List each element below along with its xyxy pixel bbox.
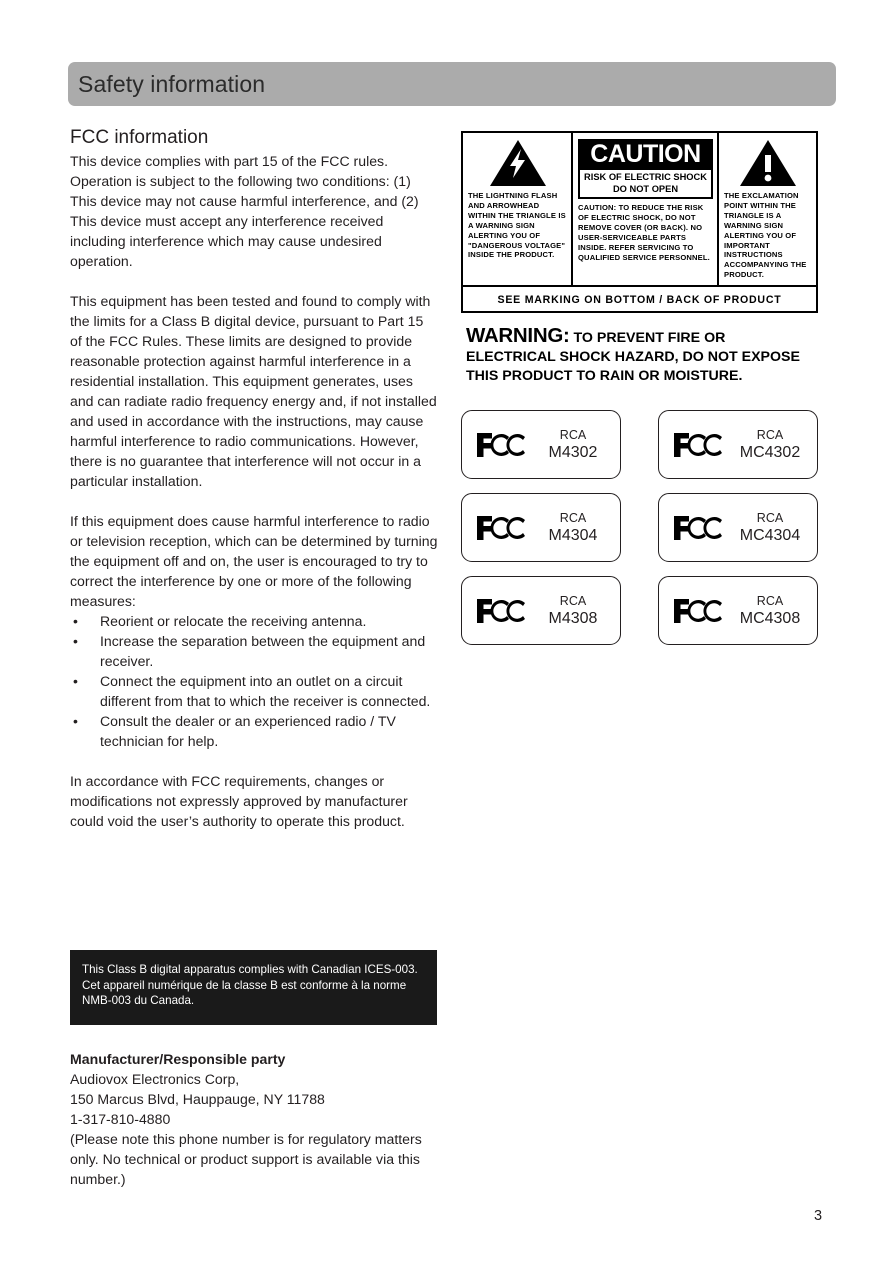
paragraph-spacer — [70, 491, 438, 511]
list-item — [70, 671, 438, 711]
fcc-model-label: MC4308 — [739, 609, 801, 627]
caution-panel-exclamation-text: THE EXCLAMATION POINT WITHIN THE TRIANGLE IS A WARNING SIGN ALERTING YOU OF IMPORTANT INSTRUCTIONS ACCOMPANYING THE PRODUCT. — [724, 191, 807, 280]
list-item — [70, 631, 438, 671]
bullet-icon: • — [73, 613, 78, 629]
exclamation-triangle-icon — [724, 138, 812, 188]
fcc-logo-icon — [474, 430, 530, 460]
section-title-fcc-information: FCC information — [70, 127, 209, 148]
manufacturer-address: 150 Marcus Blvd, Hauppauge, NY 11788 — [70, 1091, 325, 1107]
fcc-model-box — [658, 576, 818, 645]
caution-table-columns — [463, 133, 816, 285]
fcc-brand-label: RCA — [559, 510, 587, 525]
bullet-icon: • — [73, 633, 78, 649]
caution-panel-lightning-text: THE LIGHTNING FLASH AND ARROWHEAD WITHIN THE TRIANGLE IS A WARNING SIGN ALERTING YOU OF "DANGEROUS VOLTAGE" INSIDE THE PRODUCT. — [468, 191, 566, 260]
left-content-column — [70, 126, 438, 831]
caution-panel-center — [573, 133, 719, 285]
ices-notice-french: Cet appareil numérique de la classe B est conforme à la norme NMB-003 du Canada. — [82, 978, 407, 1007]
paragraph-fcc-modifications: In accordance with FCC requirements, changes or modifications not expressly approved by manufacturer could void the user’s authority to operate this product. — [70, 773, 408, 829]
fcc-model-label: M4302 — [548, 443, 598, 461]
list-item — [70, 711, 438, 751]
manufacturer-block — [70, 1049, 450, 1189]
bullet-icon: • — [73, 713, 78, 729]
fcc-model-labels — [727, 593, 817, 629]
caution-panel-lightning — [463, 133, 573, 285]
page-title: Safety information — [78, 70, 266, 97]
fcc-logo-icon — [474, 596, 530, 626]
list-item-label: Connect the equipment into an outlet on a circuit different from that to which the receiver is connected. — [100, 673, 431, 709]
paragraph-spacer — [70, 271, 438, 291]
fcc-model-labels — [530, 427, 620, 463]
caution-warning-table — [461, 131, 818, 313]
fcc-model-label: M4304 — [548, 526, 598, 544]
fcc-model-row — [461, 493, 818, 562]
list-item-label: Consult the dealer or an experienced radio / TV technician for help. — [100, 713, 396, 749]
fcc-brand-label: RCA — [756, 593, 784, 608]
warning-block — [466, 326, 818, 386]
paragraph-fcc-compliance: This device complies with part 15 of the FCC rules. Operation is subject to the following two conditions: (1) This device may not cause harmful interference, and (2) This device must accept any interference received including interference which may cause undesired operation. — [70, 153, 419, 269]
list-item-label: Reorient or relocate the receiving antenna. — [100, 613, 367, 629]
warning-line-1 — [466, 326, 818, 348]
fcc-logo-icon — [474, 513, 530, 543]
canadian-ices-notice-box — [70, 950, 437, 1025]
paragraph-spacer — [70, 751, 438, 771]
fcc-model-row — [461, 410, 818, 479]
fcc-brand-label: RCA — [559, 427, 587, 442]
paragraph-class-b-limits: This equipment has been tested and found to comply with the limits for a Class B digital device, pursuant to Part 15 of the FCC Rules. These limits are designed to provide reasonable protection against harmful interference in a residential installation. This equipment generates, uses and can radiate radio frequency energy and, if not installed and used in accordance with the instructions, may cause harmful interference to radio communications. However, there is no guarantee that interference will not occur in a particular installation. — [70, 293, 437, 489]
fcc-logo-icon — [671, 430, 727, 460]
manufacturer-phone: 1-317-810-4880 — [70, 1111, 171, 1127]
fcc-model-label: M4308 — [548, 609, 598, 627]
caution-panel-center-text: CAUTION: TO REDUCE THE RISK OF ELECTRIC SHOCK, DO NOT REMOVE COVER (OR BACK). NO USER-SERVICEABLE PARTS INSIDE. REFER SERVICING TO QUALIFIED SERVICE PERSONNEL. — [578, 203, 710, 262]
fcc-model-label: MC4304 — [739, 526, 801, 544]
page-number: 3 — [814, 1208, 823, 1224]
warning-line-2: ELECTRICAL SHOCK HAZARD, DO NOT EXPOSE — [466, 349, 800, 365]
caution-banner-subtitle-line1: RISK OF ELECTRIC SHOCK — [584, 172, 707, 182]
list-item-label: Increase the separation between the equipment and receiver. — [100, 633, 426, 669]
warning-label: WARNING: — [466, 324, 570, 347]
fcc-model-box — [658, 410, 818, 479]
fcc-model-labels — [530, 510, 620, 546]
caution-banner-subtitle — [580, 168, 711, 197]
fcc-model-grid — [461, 410, 818, 659]
manufacturer-heading: Manufacturer/Responsible party — [70, 1051, 286, 1067]
list-item — [70, 611, 438, 631]
fcc-model-labels — [727, 510, 817, 546]
caution-banner-title: CAUTION — [580, 141, 711, 168]
fcc-model-label: MC4302 — [739, 443, 801, 461]
caution-banner-subtitle-line2: DO NOT OPEN — [612, 183, 679, 194]
fcc-model-box — [658, 493, 818, 562]
caution-banner — [578, 139, 713, 199]
fcc-brand-label: RCA — [559, 593, 587, 608]
page-header-banner — [68, 62, 836, 106]
warning-line-1-rest: TO PREVENT FIRE OR — [573, 330, 726, 346]
bullet-icon: • — [73, 673, 78, 689]
manufacturer-company: Audiovox Electronics Corp, — [70, 1071, 240, 1087]
fcc-model-labels — [727, 427, 817, 463]
ices-notice-english: This Class B digital apparatus complies with Canadian ICES-003. — [82, 963, 418, 976]
caution-panel-exclamation — [719, 133, 816, 285]
measures-list — [70, 611, 438, 751]
lightning-bolt-triangle-icon — [468, 138, 567, 188]
fcc-brand-label: RCA — [756, 510, 784, 525]
fcc-brand-label: RCA — [756, 427, 784, 442]
fcc-logo-icon — [671, 596, 727, 626]
fcc-model-row — [461, 576, 818, 645]
fcc-model-labels — [530, 593, 620, 629]
caution-table-footer: SEE MARKING ON BOTTOM / BACK OF PRODUCT — [463, 285, 816, 313]
fcc-model-box — [461, 410, 621, 479]
fcc-model-box — [461, 576, 621, 645]
manufacturer-note: (Please note this phone number is for regulatory matters only. No technical or product support is available via this number.) — [70, 1131, 422, 1187]
fcc-model-box — [461, 493, 621, 562]
paragraph-interference-measures-intro: If this equipment does cause harmful interference to radio or television reception, which can be determined by turning the equipment off and on, the user is encouraged to try to correct the interference by one or more of the following measures: — [70, 513, 438, 609]
warning-line-3: THIS PRODUCT TO RAIN OR MOISTURE. — [466, 368, 743, 384]
fcc-logo-icon — [671, 513, 727, 543]
